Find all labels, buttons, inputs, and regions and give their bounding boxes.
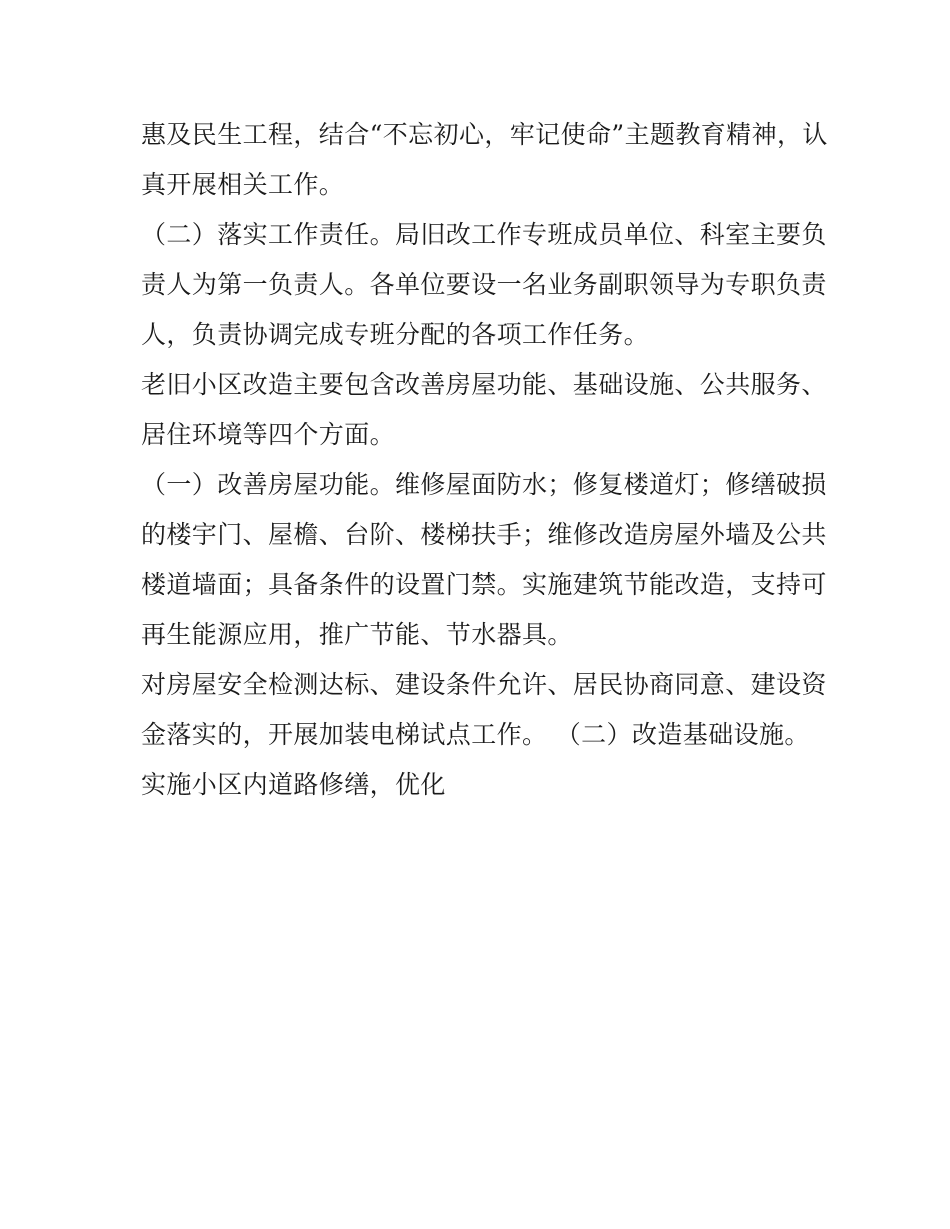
text-line: 真开展相关工作。: [141, 170, 345, 199]
text-line: 老旧小区改造主要包含改善房屋功能、基础设施、公共服务、: [141, 370, 827, 399]
text-line: 对房屋安全检测达标、建设条件允许、居民协商同意、建设资: [141, 670, 827, 699]
text-line: 责人为第一负责人。各单位要设一名业务副职领导为专职负责: [141, 270, 827, 299]
text-line: 居住环境等四个方面。: [141, 420, 396, 449]
text-line: （二）落实工作责任。局旧改工作专班成员单位、科室主要负: [141, 220, 827, 249]
text-line: 金落实的，开展加装电梯试点工作。 （二）改造基础设施。: [141, 720, 810, 749]
text-line: 楼道墙面；具备条件的设置门禁。实施建筑节能改造，支持可: [141, 570, 827, 599]
text-line: 的楼宇门、屋檐、台阶、楼梯扶手；维修改造房屋外墙及公共: [141, 520, 827, 549]
text-line: 实施小区内道路修缮，优化: [141, 770, 446, 799]
text-line: 惠及民生工程，结合“不忘初心，牢记使命”主题教育精神，认: [141, 120, 828, 149]
text-line: （一）改善房屋功能。维修屋面防水；修复楼道灯；修缮破损: [141, 470, 827, 499]
text-line: 人，负责协调完成专班分配的各项工作任务。: [141, 320, 650, 349]
text-line: 再生能源应用，推广节能、节水器具。: [141, 620, 573, 649]
body-text: [141, 110, 828, 810]
